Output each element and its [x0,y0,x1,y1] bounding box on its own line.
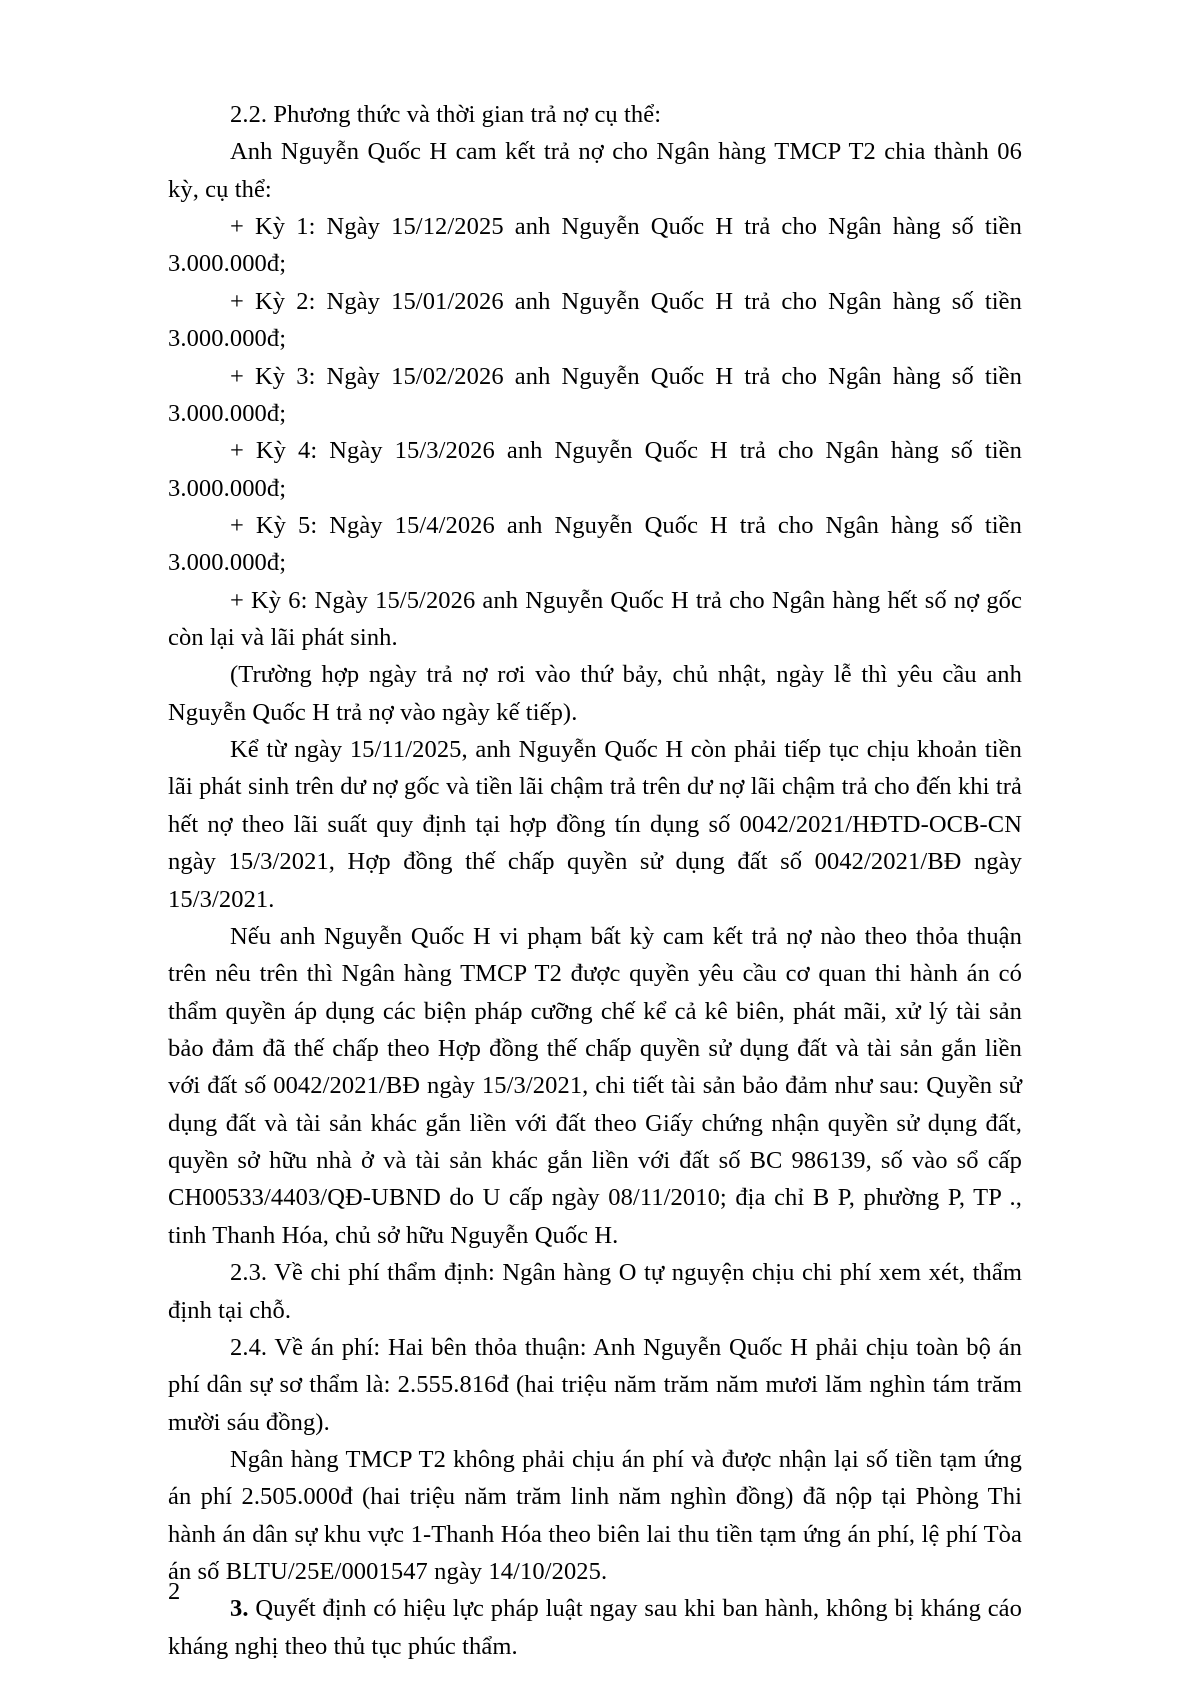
paragraph-installment-3: + Kỳ 3: Ngày 15/02/2026 anh Nguyễn Quốc H trả cho Ngân hàng số tiền 3.000.000đ; [168,362,1022,427]
paragraph-installment-1: + Kỳ 1: Ngày 15/12/2025 anh Nguyễn Quốc H trả cho Ngân hàng số tiền 3.000.000đ; [168,213,1022,278]
paragraph-interest-terms: Kể từ ngày 15/11/2025, anh Nguyễn Quốc H còn phải tiếp tục chịu khoản tiền lãi phát sinh trên dư nợ gốc và tiền lãi chậm trả trên dư nợ lãi chậm trả cho đến khi trả hết nợ theo lãi suất quy định tại hợp đồng tín dụng số 0042/2021/HĐTD-OCB-CN ngày 15/3/2021, Hợp đồng thế chấp quyền sử dụng đất số 0042/2021/BĐ ngày 15/3/2021. [168,736,1022,913]
paragraph-installment-5: + Kỳ 5: Ngày 15/4/2026 anh Nguyễn Quốc H trả cho Ngân hàng số tiền 3.000.000đ; [168,511,1022,577]
paragraph-breach-enforcement: Nếu anh Nguyễn Quốc H vi phạm bất kỳ cam kết trả nợ nào theo thỏa thuận trên nêu trên thì Ngân hàng TMCP T2 được quyền yêu cầu cơ quan thi hành án có thẩm quyền áp dụng các biện pháp cưỡng chế kể cả kê biên, phát mãi, xử lý tài sản bảo đảm đã thế chấp theo Hợp đồng thế chấp quyền sử dụng đất và tài sản gắn liền với đất số 0042/2021/BĐ ngày 15/3/2021, chi tiết tài sản bảo đảm như sau: Quyền sử dụng đất và tài sản khác gắn liền với đất theo Giấy chứng nhận quyền sử dụng đất, quyền sở hữu nhà ở và tài sản khác gắn liền với đất số BC 986139, số vào sổ cấp CH00533/4403/QĐ-UBND do U cấp ngày 08/11/2010; địa chỉ B P, phường P, TP ., tinh Thanh Hóa, chủ sở hữu Nguyễn Quốc H. [168,922,1022,1249]
paragraph-installment-4: + Kỳ 4: Ngày 15/3/2026 anh Nguyễn Quốc H trả cho Ngân hàng số tiền 3.000.000đ; [168,437,1022,502]
paragraph-section-2-2: 2.2. Phương thức và thời gian trả nợ cụ thể: [230,101,662,128]
paragraph-commitment-intro: Anh Nguyễn Quốc H cam kết trả nợ cho Ngân hàng TMCP T2 chia thành 06 kỳ, cụ thể: [168,138,1022,203]
section-3-number: 3. [230,1595,249,1623]
page-number: 2 [168,1577,181,1605]
paragraph-section-2-3: 2.3. Về chi phí thẩm định: Ngân hàng O tự nguyện chịu chi phí xem xét, thẩm định tại chỗ. [168,1259,1022,1324]
document-body [168,96,1022,1665]
section-3-text: Quyết định có hiệu lực pháp luật ngay sau khi ban hành, không bị kháng cáo kháng nghị theo thủ tục phúc thẩm. [168,1595,1022,1660]
paragraph-fee-refund: Ngân hàng TMCP T2 không phải chịu án phí và được nhận lại số tiền tạm ứng án phí 2.505.000đ (hai triệu năm trăm linh năm nghìn đồng) đã nộp tại Phòng Thi hành án dân sự khu vực 1-Thanh Hóa theo biên lai thu tiền tạm ứng án phí, lệ phí Tòa án số BLTU/25E/0001547 ngày 14/10/2025. [168,1445,1022,1586]
paragraph-section-2-4: 2.4. Về án phí: Hai bên thỏa thuận: Anh Nguyễn Quốc H phải chịu toàn bộ án phí dân sự sơ thẩm là: 2.555.816đ (hai triệu năm trăm năm mươi lăm nghìn tám trăm mười sáu đồng). [168,1333,1022,1436]
paragraph-holiday-note: (Trường hợp ngày trả nợ rơi vào thứ bảy, chủ nhật, ngày lễ thì yêu cầu anh Nguyễn Quốc H trả nợ vào ngày kế tiếp). [168,661,1022,726]
paragraph-section-3 [168,1590,1022,1665]
paragraph-installment-2: + Kỳ 2: Ngày 15/01/2026 anh Nguyễn Quốc H trả cho Ngân hàng số tiền 3.000.000đ; [168,287,1022,353]
paragraph-installment-6: + Kỳ 6: Ngày 15/5/2026 anh Nguyễn Quốc H trả cho Ngân hàng hết số nợ gốc còn lại và lãi phát sinh. [168,586,1022,652]
